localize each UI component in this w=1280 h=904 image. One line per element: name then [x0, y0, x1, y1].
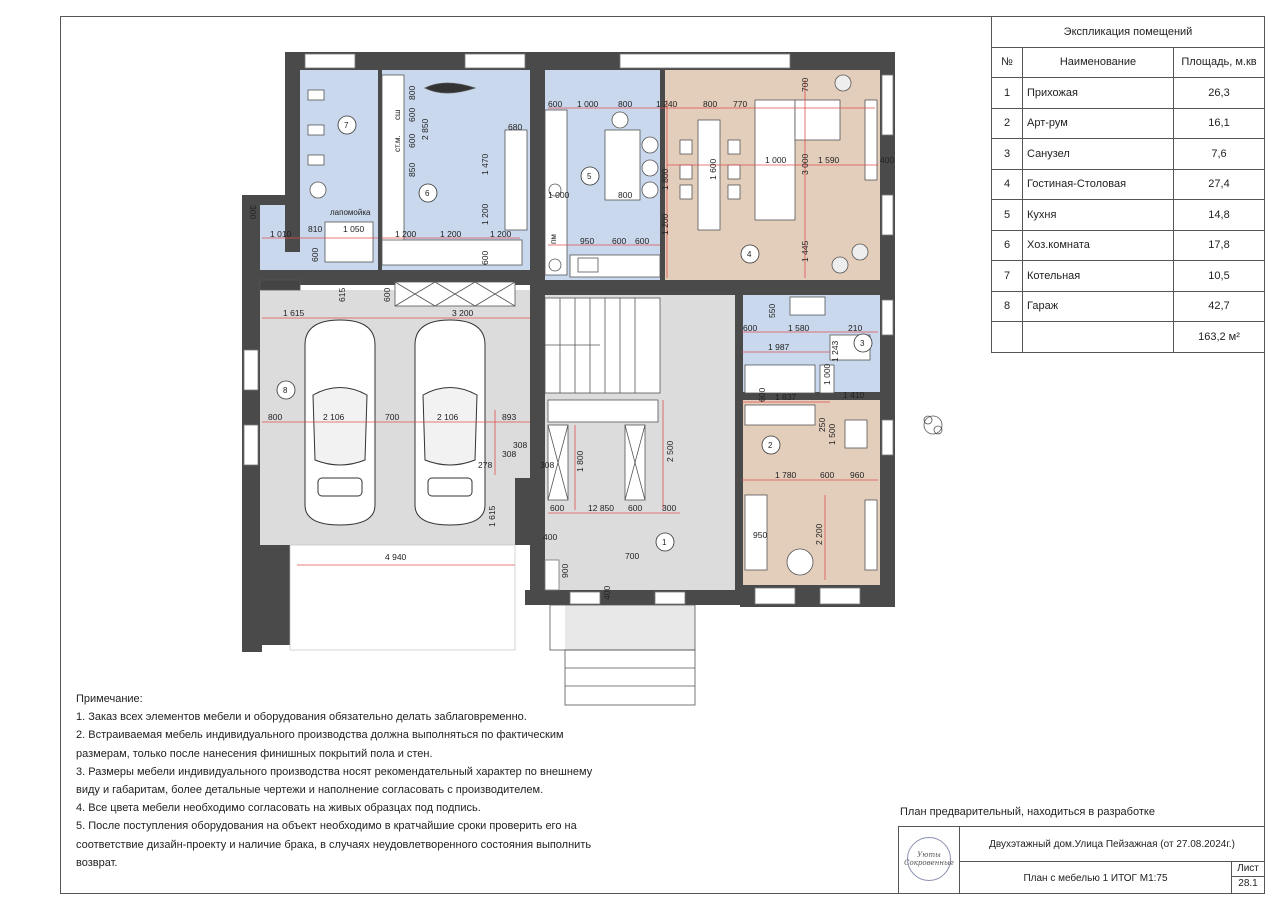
dim-d61: 700	[385, 412, 400, 422]
dryer-label: сш	[393, 109, 402, 120]
table-row	[992, 261, 1265, 292]
logo	[899, 827, 960, 893]
dim-d01: 300	[248, 205, 258, 220]
dim-d45: 210	[848, 323, 863, 333]
dim-d12: 2 850	[420, 118, 430, 140]
total-empty	[992, 322, 1023, 353]
room-marker-8	[277, 381, 295, 399]
dim-d38: 615	[337, 287, 347, 302]
dim-d70: 1 800	[575, 450, 585, 472]
dim-d19: 1 000	[577, 99, 599, 109]
dim-d47: 1 243	[830, 340, 840, 362]
dim-d68: 4 940	[385, 552, 407, 562]
dim-d16: 1 470	[480, 153, 490, 175]
dim-d71: 2 500	[665, 440, 675, 462]
cell-name: Арт-рум	[1023, 108, 1174, 139]
cell-name: Котельная	[1023, 261, 1174, 292]
dim-d32: 1 600	[708, 158, 718, 180]
dim-d04: 1 050	[343, 224, 365, 234]
explication-title: Экспликация помещений	[992, 17, 1265, 48]
note-line: 5. После поступления оборудования на объект необходимо в кратчайшие сроки проверить его на	[76, 820, 577, 833]
cell-area: 7,6	[1174, 139, 1265, 170]
room-marker-6	[419, 184, 437, 202]
table-row	[992, 139, 1265, 170]
dim-d55: 600	[820, 470, 835, 480]
dim-d58: 2 200	[814, 523, 824, 545]
note-line: возврат.	[76, 856, 118, 869]
note-line: 2. Встраиваемая мебель индивидуального производства должна выполняться по фактическим	[76, 729, 564, 742]
svg-text:1: 1	[662, 538, 667, 547]
dim-d48: 1 000	[822, 363, 832, 385]
cell-name: Хоз.комната	[1023, 230, 1174, 261]
table-row	[992, 200, 1265, 231]
room-marker-1	[656, 533, 674, 551]
dim-d63: 893	[502, 412, 517, 422]
note-line: 4. Все цвета мебели необходимо согласовать на живых образцах под подпись.	[76, 802, 481, 815]
room-marker-4	[741, 245, 759, 263]
dim-d27: 1 800	[660, 168, 670, 190]
dim-d49: 1 410	[843, 390, 865, 400]
dim-d34: 3 000	[800, 153, 810, 175]
cell-num: 2	[992, 108, 1023, 139]
dim-d65: 308	[502, 449, 517, 459]
dim-d13: 600	[407, 133, 417, 148]
car-left	[305, 320, 375, 525]
car-right	[415, 320, 485, 525]
cell-num: 1	[992, 78, 1023, 109]
dim-d35: 1 590	[818, 155, 840, 165]
dim-d69: 308	[540, 460, 555, 470]
dim-d66: 278	[478, 460, 493, 470]
dishwasher-label: пм	[549, 234, 558, 244]
dim-d05: 600	[310, 247, 320, 262]
dim-d57: 950	[753, 530, 768, 540]
dim-d52: 250	[817, 417, 827, 432]
notes	[76, 690, 596, 872]
dim-d09: 600	[480, 250, 490, 265]
table-row	[992, 291, 1265, 322]
dim-d31: 600	[635, 236, 650, 246]
note-line: соответствие дизайн-проекту и наличие брака, в случаях неудовлетворенного состояния выполнить	[76, 838, 592, 851]
dim-d62: 2 106	[437, 412, 459, 422]
title-block	[898, 826, 1265, 894]
staircase	[545, 298, 660, 393]
washer-label: ст.м.	[393, 135, 402, 152]
notes-heading: Примечание:	[76, 693, 143, 705]
svg-text:2: 2	[768, 441, 773, 450]
total-area: 163,2 м²	[1174, 322, 1265, 353]
cell-area: 10,5	[1174, 261, 1265, 292]
cell-num: 7	[992, 261, 1023, 292]
dim-d17: 1 200	[480, 203, 490, 225]
cell-num: 4	[992, 169, 1023, 200]
porch-floor	[565, 600, 695, 650]
cell-area: 14,8	[1174, 200, 1265, 231]
dim-d59: 800	[268, 412, 283, 422]
dim-d77: 700	[625, 551, 640, 561]
table-row	[992, 169, 1265, 200]
dim-d30: 600	[612, 236, 627, 246]
cell-name: Санузел	[1023, 139, 1174, 170]
svg-text:8: 8	[283, 386, 288, 395]
dim-d28: 1 200	[660, 213, 670, 235]
dim-d73: 12 850	[588, 503, 614, 513]
note-line: 1. Заказ всех элементов мебели и оборудования обязательно делать заблаговременно.	[76, 711, 527, 724]
dim-d08: 1 200	[490, 229, 512, 239]
table-row	[992, 78, 1265, 109]
room-marker-2	[762, 436, 780, 454]
dim-d33: 1 000	[765, 155, 787, 165]
dim-d11: 600	[407, 107, 417, 122]
cell-name: Кухня	[1023, 200, 1174, 231]
cell-area: 42,7	[1174, 291, 1265, 322]
dim-d44: 1 580	[788, 323, 810, 333]
dim-d53: 1 500	[827, 423, 837, 445]
svg-text:3: 3	[860, 339, 865, 348]
dim-d46: 1 987	[768, 342, 790, 352]
room-marker-5	[581, 167, 599, 185]
dim-d03: 810	[308, 224, 323, 234]
dim-d23: 770	[733, 99, 748, 109]
cell-name: Прихожая	[1023, 78, 1174, 109]
dim-d43: 600	[743, 323, 758, 333]
dim-d67: 1 615	[487, 505, 497, 527]
room-marker-7	[338, 116, 356, 134]
dim-d76: 400	[543, 532, 558, 542]
dim-d41: 3 200	[452, 308, 474, 318]
status-note: План предварительный, находиться в разработке	[900, 806, 1155, 818]
dim-d72: 600	[550, 503, 565, 513]
dim-d51: 1 837	[775, 392, 797, 402]
dim-d07: 1 200	[440, 229, 462, 239]
dim-d20: 800	[618, 99, 633, 109]
table-row	[992, 230, 1265, 261]
svg-text:7: 7	[344, 121, 349, 130]
cell-num: 8	[992, 291, 1023, 322]
dim-d75: 300	[662, 503, 677, 513]
tree-icon	[924, 416, 942, 434]
table-row	[992, 108, 1265, 139]
col-num: №	[992, 47, 1023, 78]
dim-d79: 400	[602, 585, 612, 600]
dim-d40: 600	[382, 287, 392, 302]
dim-d36: 400	[880, 155, 895, 165]
cell-area: 27,4	[1174, 169, 1265, 200]
cell-area: 17,8	[1174, 230, 1265, 261]
sheet-label: Лист	[1237, 863, 1259, 874]
note-line: 3. Размеры мебели индивидуального производства носят рекомендательный характер по внешнему	[76, 765, 593, 778]
dim-d60: 2 106	[323, 412, 345, 422]
cell-num: 6	[992, 230, 1023, 261]
dim-d25: 1 000	[548, 190, 570, 200]
cell-area: 26,3	[1174, 78, 1265, 109]
cell-num: 3	[992, 139, 1023, 170]
svg-text:4: 4	[747, 250, 752, 259]
sheet-title: План с мебелью 1 ИТОГ М1:75	[1023, 872, 1168, 884]
dim-d64: 308	[513, 440, 528, 450]
cell-name: Гостиная-Столовая	[1023, 169, 1174, 200]
cell-area: 16,1	[1174, 108, 1265, 139]
note-line: размерам, только после нанесения финишных покрытий пола и стен.	[76, 747, 433, 760]
sheet-number: 28.1	[1232, 876, 1264, 891]
dim-d29: 950	[580, 236, 595, 246]
dim-d14: 850	[407, 162, 417, 177]
logo-seal: Уюты Сокровенные	[907, 837, 951, 881]
col-name: Наименование	[1023, 47, 1174, 78]
dim-d74: 600	[628, 503, 643, 513]
dim-d56: 960	[850, 470, 865, 480]
sheet-number-box	[1231, 862, 1264, 894]
dim-d06: 1 200	[395, 229, 417, 239]
cell-num: 5	[992, 200, 1023, 231]
dim-d24: 700	[800, 77, 810, 92]
col-area: Площадь, м.кв	[1174, 47, 1265, 78]
svg-text:6: 6	[425, 189, 430, 198]
dim-d50: 600	[757, 387, 767, 402]
dim-d39: 1 615	[283, 308, 305, 318]
dim-d22: 800	[703, 99, 718, 109]
dim-d78: 900	[560, 563, 570, 578]
explication-table	[991, 16, 1265, 353]
svg-text:5: 5	[587, 172, 592, 181]
dim-d21: 1 240	[656, 99, 678, 109]
cell-name: Гараж	[1023, 291, 1174, 322]
dim-d02: 1 010	[270, 229, 292, 239]
dim-d54: 1 780	[775, 470, 797, 480]
dim-d42: 550	[767, 303, 777, 318]
dim-d18: 600	[548, 99, 563, 109]
dim-d15: 680	[508, 122, 523, 132]
dim-d37: 1 445	[800, 240, 810, 262]
note-line: виду и габаритам, более детальные чертежи и наполнение согласовать с производителем.	[76, 784, 544, 797]
project-title: Двухэтажный дом.Улица Пейзажная (от 27.08.2024г.)	[960, 827, 1264, 862]
total-empty	[1023, 322, 1174, 353]
dim-d26: 800	[618, 190, 633, 200]
room-marker-3	[854, 334, 872, 352]
dim-d10: 800	[407, 85, 417, 100]
sink-label: лапомойка	[330, 208, 371, 217]
